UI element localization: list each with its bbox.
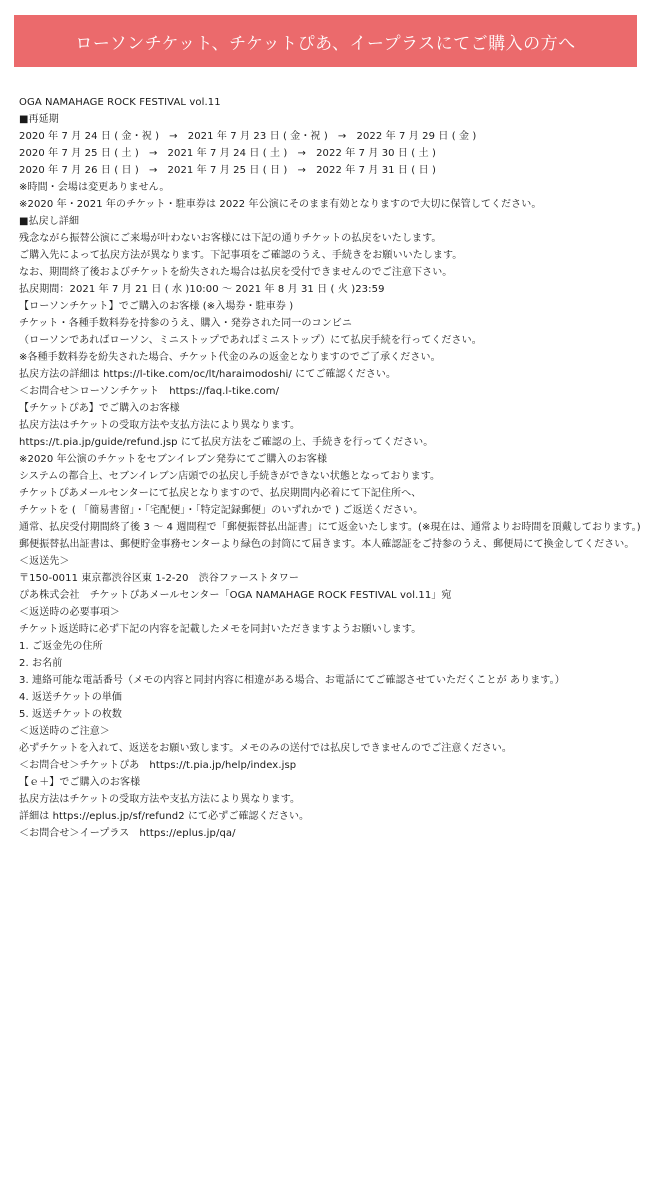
refund-period: 払戻期間：2021 年 7 月 21 日 ( 水 )10:00 ～ 2021 年 8 月 31 日 ( 火 )23:59 <box>19 284 385 295</box>
return-address-heading: ＜返送先＞ <box>19 556 70 567</box>
refund-paragraph: 残念ながら振替公演にご来場が叶わないお客様には下記の通りチケットの払戻をいたします。 <box>19 233 442 244</box>
seven-heading: ※2020 年公演のチケットをセブンイレブン発券にてご購入のお客様 <box>19 454 328 465</box>
return-address-line: 〒150-0011 東京都渋谷区東 1-2-20 渋谷ファーストタワー <box>19 573 299 584</box>
caution-heading: ＜返送時のご注意＞ <box>19 726 110 737</box>
eplus-text: 詳細は https://eplus.jp/sf/refund2 にて必ずご確認ください。 <box>19 811 310 822</box>
reschedule-row: 2020 年 7 月 25 日 ( 土 ) → 2021 年 7 月 24 日 ( 土 ) → 2022 年 7 月 30 日 ( 土 ) <box>19 148 436 159</box>
reschedule-note: ※時間・会場は変更ありません。 <box>19 182 170 193</box>
list-item: 1. ご返金先の住所 <box>19 641 103 652</box>
pia-text: https://t.pia.jp/guide/refund.jsp にて払戻方法をご確認の上、手続きを行ってください。 <box>19 437 434 448</box>
pia-contact: ＜お問合せ＞チケットぴあ https://t.pia.jp/help/index.jsp <box>19 760 297 771</box>
list-item: 5. 返送チケットの枚数 <box>19 709 123 720</box>
reschedule-row: 2020 年 7 月 26 日 ( 日 ) → 2021 年 7 月 25 日 ( 日 ) → 2022 年 7 月 31 日 ( 日 ) <box>19 165 436 176</box>
lawson-contact: ＜お問合せ＞ローソンチケット https://faq.l-tike.com/ <box>19 386 280 397</box>
seven-text: チケットぴあメールセンターにて払戻となりますので、払戻期間内必着にて下記住所へ、 <box>19 488 422 499</box>
list-item: 3. 連絡可能な電話番号（メモの内容と同封内容に相違がある場合、お電話にてご確認させていただくことが あります。） <box>19 675 565 686</box>
reschedule-heading: ■再延期 <box>19 114 59 125</box>
lawson-heading: 【ローソンチケット】でご購入のお客様 (※入場券・駐車券 ) <box>19 301 294 312</box>
lawson-text: チケット・各種手数料券を持参のうえ、購入・発券された同一のコンビニ <box>19 318 352 329</box>
banner-title: ローソンチケット、チケットぴあ、イープラスにてご購入の方へ <box>75 33 576 54</box>
page-banner <box>14 15 637 67</box>
required-items-intro: チケット返送時に必ず下記の内容を記載したメモを同封いただきますようお願いします。 <box>19 624 422 635</box>
lawson-text: 払戻方法の詳細は https://l-tike.com/oc/lt/haraimodoshi/ にてご確認ください。 <box>19 369 397 380</box>
document-body <box>19 94 644 842</box>
refund-paragraph: ご購入先によって払戻方法が異なります。下記事項をご確認のうえ、手続きをお願いいたします。 <box>19 250 463 261</box>
lawson-text: （ローソンであればローソン、ミニストップであればミニストップ）にて払戻手続を行ってください。 <box>19 335 482 346</box>
festival-name: OGA NAMAHAGE ROCK FESTIVAL vol.11 <box>19 97 221 108</box>
seven-text: 通常、払戻受付期間終了後 3 ～ 4 週間程で「郵便振替払出証書」にて返金いたします。(※現在は、通常よりお時間を頂戴しております。) <box>19 522 641 533</box>
eplus-contact: ＜お問合せ＞イープラス https://eplus.jp/qa/ <box>19 828 236 839</box>
reschedule-row: 2020 年 7 月 24 日 ( 金・祝 ) → 2021 年 7 月 23 日 ( 金・祝 ) → 2022 年 7 月 29 日 ( 金 ) <box>19 131 477 142</box>
pia-heading: 【チケットぴあ】でご購入のお客様 <box>19 403 180 414</box>
reschedule-note: ※2020 年・2021 年のチケット・駐車券は 2022 年公演にそのまま有効となりますので大切に保管してください。 <box>19 199 542 210</box>
eplus-text: 払戻方法はチケットの受取方法や支払方法により異なります。 <box>19 794 301 805</box>
eplus-heading: 【ｅ＋】でご購入のお客様 <box>19 777 141 788</box>
refund-heading: ■払戻し詳細 <box>19 216 80 227</box>
return-address-line: ぴあ株式会社 チケットぴあメールセンター「OGA NAMAHAGE ROCK FESTIVAL vol.11」宛 <box>19 590 452 601</box>
refund-paragraph: なお、期間終了後およびチケットを紛失された場合は払戻を受付できませんのでご注意下さい。 <box>19 267 453 278</box>
caution-text: 必ずチケットを入れて、返送をお願い致します。メモのみの送付では払戻しできませんのでご注意ください。 <box>19 743 512 754</box>
seven-text: チケットを ( 「簡易書留」・「宅配便」・「特定記録郵便」のいずれかで ) ご返送ください。 <box>19 505 424 516</box>
lawson-text: ※各種手数料券を紛失された場合、チケット代金のみの返金となりますのでご了承ください。 <box>19 352 441 363</box>
seven-text: 郵便振替払出証書は、郵便貯金事務センターより緑色の封筒にて届きます。本人確認証をご持参のうえ、郵便局にて換金してください。 <box>19 539 635 550</box>
list-item: 2. お名前 <box>19 658 63 669</box>
pia-text: 払戻方法はチケットの受取方法や支払方法により異なります。 <box>19 420 301 431</box>
seven-text: システムの都合上、セブンイレブン店頭での払戻し手続きができない状態となっております。 <box>19 471 441 482</box>
required-items-heading: ＜返送時の必要事項＞ <box>19 607 120 618</box>
list-item: 4. 返送チケットの単価 <box>19 692 123 703</box>
